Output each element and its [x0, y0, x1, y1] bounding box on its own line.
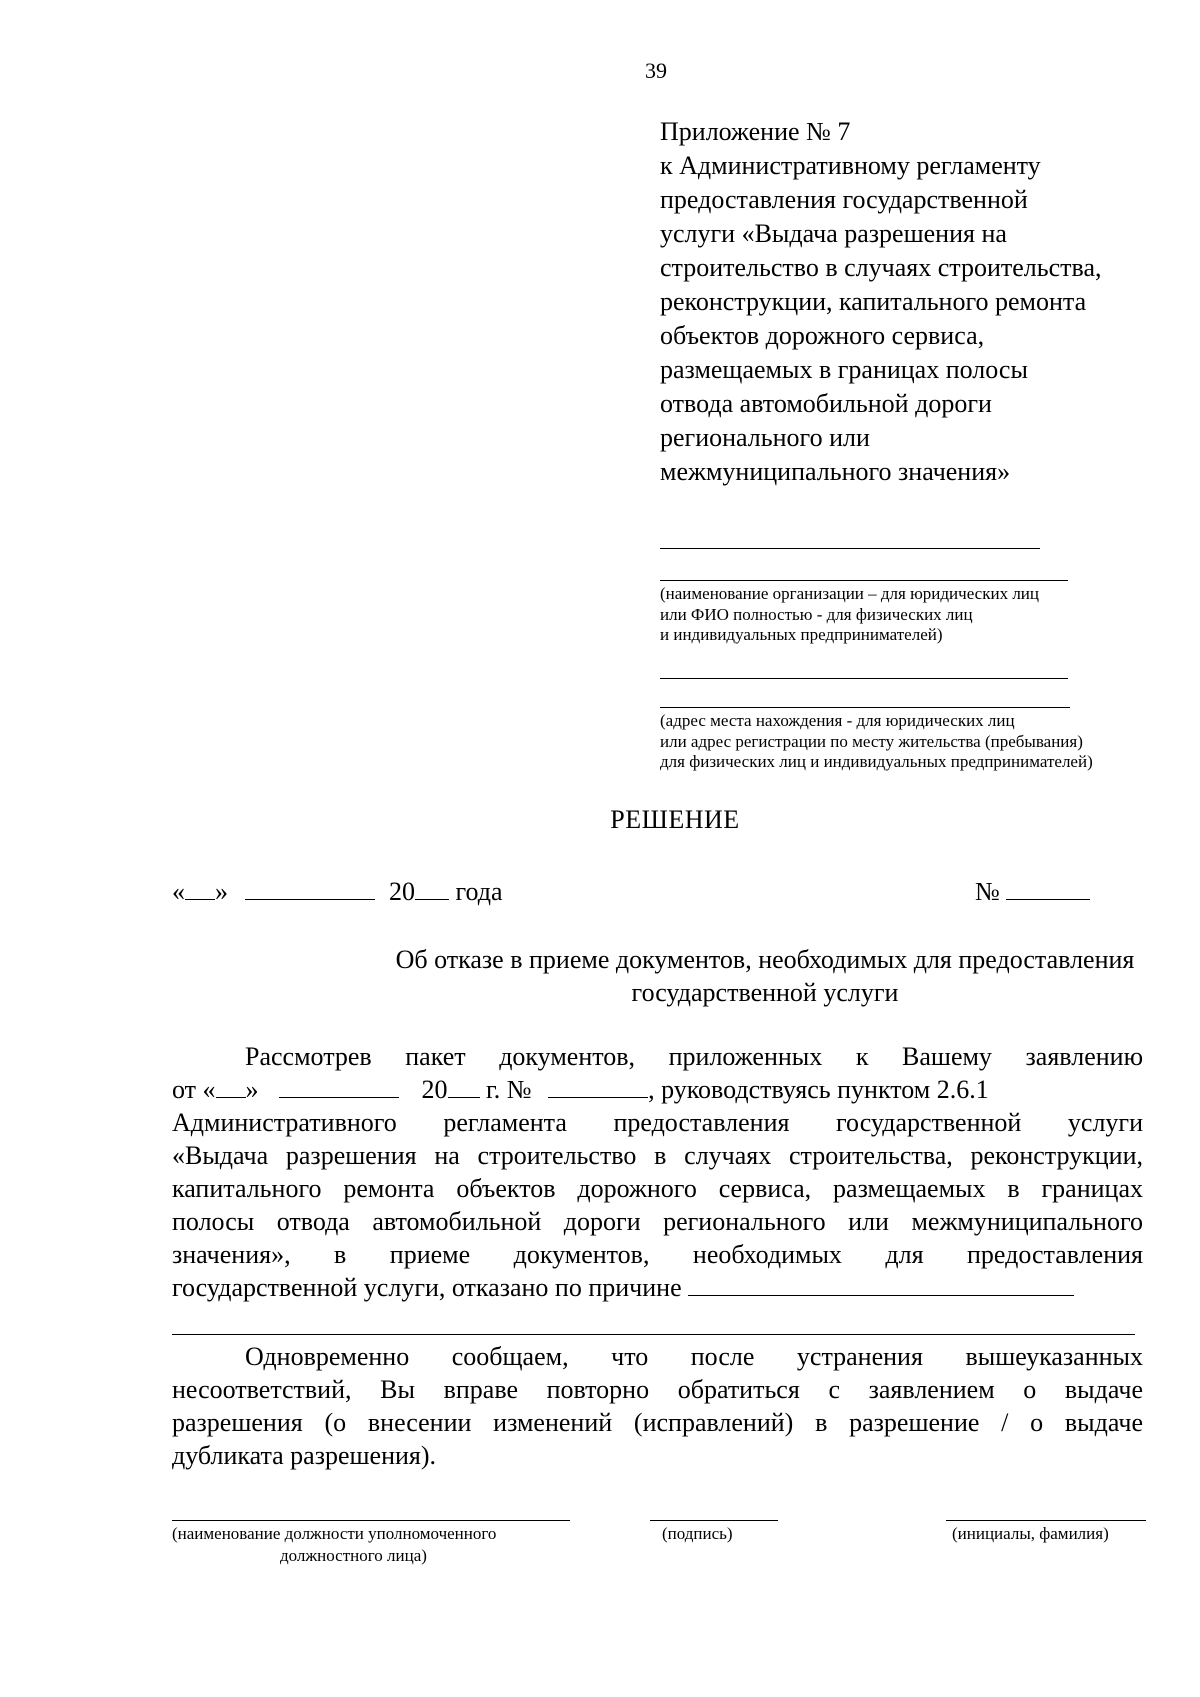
appendix-line: к Административному регламенту	[660, 151, 1041, 180]
body-line: значения», в приеме документов, необходимых для предоставления	[172, 1240, 1143, 1269]
appendix-line: объектов дорожного сервиса,	[660, 321, 985, 350]
appendix-header	[660, 115, 1180, 489]
recipient-name-blank-2[interactable]	[660, 580, 1068, 581]
ref-day-blank[interactable]	[216, 1077, 246, 1098]
caption-line: (адрес места нахождения - для юридических лиц	[660, 711, 1015, 730]
ref-month-blank[interactable]	[279, 1077, 399, 1098]
recipient-name-blank-1[interactable]	[660, 548, 1040, 549]
body-line: полосы отвода автомобильной дороги регионального или межмуниципального	[172, 1207, 1143, 1236]
body-line-reference	[172, 1073, 1152, 1106]
body-line: дубликата разрешения).	[172, 1441, 437, 1470]
body-line: Одновременно сообщаем, что после устранения вышеуказанных	[245, 1342, 1143, 1371]
decision-number-blank[interactable]	[1006, 879, 1090, 900]
position-caption-line2: должностного лица)	[280, 1546, 427, 1565]
ref-close-quote: »	[245, 1075, 259, 1104]
reason-text: государственной услуги, отказано по причине	[172, 1273, 682, 1302]
body-line: несоответствий, Вы вправе повторно обратиться с заявлением о выдаче	[172, 1375, 1143, 1404]
ref-year: 20	[421, 1075, 448, 1104]
appendix-line: услуги «Выдача разрешения на	[660, 219, 1007, 248]
recipient-name-caption	[660, 584, 1039, 646]
decision-subject	[172, 943, 1200, 1009]
caption-line: или адрес регистрации по месту жительства (пребывания)	[660, 731, 1083, 751]
caption-line: (наименование организации – для юридических лиц	[660, 584, 1040, 603]
page-number: 39	[645, 58, 667, 83]
date-year-prefix: 20	[389, 877, 415, 906]
initials-caption: (инициалы, фамилия)	[952, 1524, 1109, 1543]
signature-blank[interactable]	[650, 1520, 778, 1521]
ref-number-blank[interactable]	[548, 1077, 648, 1098]
ref-from: от «	[172, 1075, 216, 1104]
decision-title: РЕШЕНИЕ	[610, 805, 740, 834]
recipient-address-blank-1[interactable]	[660, 678, 1068, 679]
ref-year-blank[interactable]	[448, 1077, 480, 1098]
date-day-blank[interactable]	[185, 879, 215, 900]
appendix-line: Приложение № 7	[660, 117, 851, 146]
position-blank[interactable]	[172, 1520, 570, 1521]
subject-line: государственной услуги	[631, 978, 899, 1007]
caption-line: для физических лиц и индивидуальных предпринимателей)	[660, 752, 1093, 771]
subject-line: Об отказе в приеме документов, необходимых для предоставления	[395, 945, 1135, 974]
body-line: Административного регламента предоставления государственной услуги	[172, 1108, 1143, 1137]
appendix-line: отвода автомобильной дороги	[660, 389, 992, 418]
body-line: Рассмотрев пакет документов, приложенных к Вашему заявлению	[245, 1042, 1143, 1071]
initials-blank[interactable]	[946, 1520, 1146, 1521]
body-line: «Выдача разрешения на строительство в случаях строительства, реконструкции,	[172, 1141, 1143, 1170]
decision-number	[975, 877, 1090, 907]
appendix-line: размещаемых в границах полосы	[660, 355, 1028, 384]
ref-tail: , руководствуясь пунктом 2.6.1	[648, 1075, 989, 1104]
date-year-blank[interactable]	[415, 879, 449, 900]
appendix-line: предоставления государственной	[660, 185, 1028, 214]
position-caption: (наименование должности уполномоченного	[172, 1524, 497, 1543]
date-quote-close: »	[215, 877, 228, 906]
signature-caption: (подпись)	[662, 1524, 733, 1543]
appendix-line: межмуниципального значения»	[660, 457, 1011, 486]
ref-number-sign: г. №	[486, 1075, 532, 1104]
body-line: капитального ремонта объектов дорожного сервиса, размещаемых в границах	[172, 1174, 1143, 1203]
date-year-suffix: года	[455, 877, 503, 906]
caption-line: и индивидуальных предпринимателей)	[660, 625, 943, 644]
date-quote-open: «	[172, 877, 185, 906]
appendix-line: строительство в случаях строительства,	[660, 253, 1102, 282]
appendix-line: регионального или	[660, 423, 870, 452]
recipient-address-caption	[660, 711, 1093, 773]
date-month-blank[interactable]	[245, 879, 375, 900]
body-line: разрешения (о внесении изменений (исправлений) в разрешение / о выдаче	[172, 1408, 1143, 1437]
body-line-reason	[172, 1271, 1074, 1304]
caption-line: или ФИО полностью - для физических лиц	[660, 604, 973, 624]
reason-blank[interactable]	[688, 1275, 1074, 1296]
reason-blank-line-2[interactable]	[172, 1334, 1135, 1335]
recipient-address-blank-2[interactable]	[660, 707, 1070, 708]
number-sign: №	[975, 877, 1000, 906]
decision-date	[172, 877, 503, 907]
appendix-line: реконструкции, капитального ремонта	[660, 287, 1087, 316]
